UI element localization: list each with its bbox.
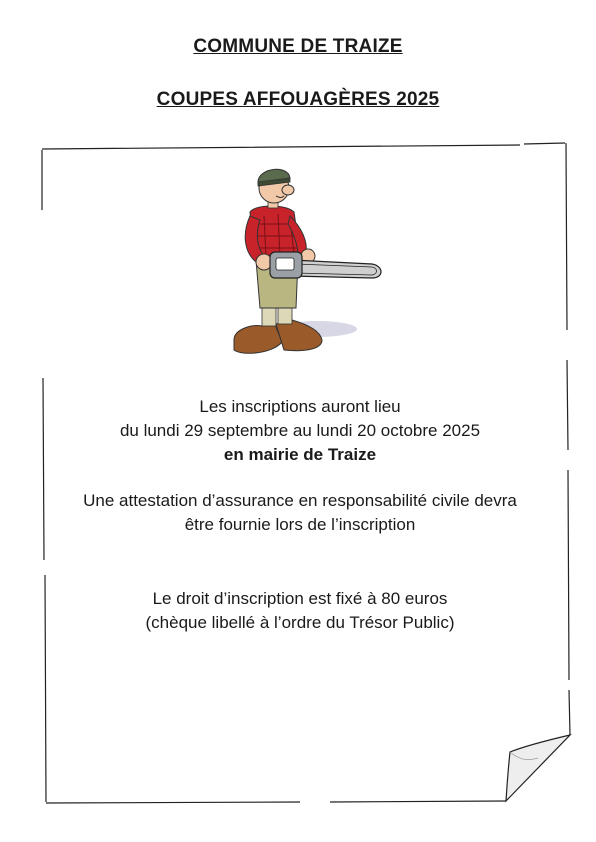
registration-location: en mairie de Traize [223, 445, 377, 464]
document-title: COUPES AFFOUAGÈRES 2025 [156, 89, 440, 110]
registration-period-dates: du lundi 29 septembre au lundi 20 octobre 2025 [119, 421, 481, 440]
commune-title: COMMUNE DE TRAIZE [193, 36, 403, 57]
insurance-requirement-line2: être fournie lors de l’inscription [184, 515, 416, 534]
insurance-requirement-line1: Une attestation d’assurance en responsabilité civile devra [83, 491, 517, 510]
registration-period-intro: Les inscriptions auront lieu [199, 397, 401, 416]
lumberjack-with-chainsaw-icon [222, 164, 387, 360]
fee-payment-instructions: (chèque libellé à l’ordre du Trésor Public) [145, 613, 455, 632]
fee-amount: Le droit d’inscription est fixé à 80 euros [152, 589, 448, 608]
